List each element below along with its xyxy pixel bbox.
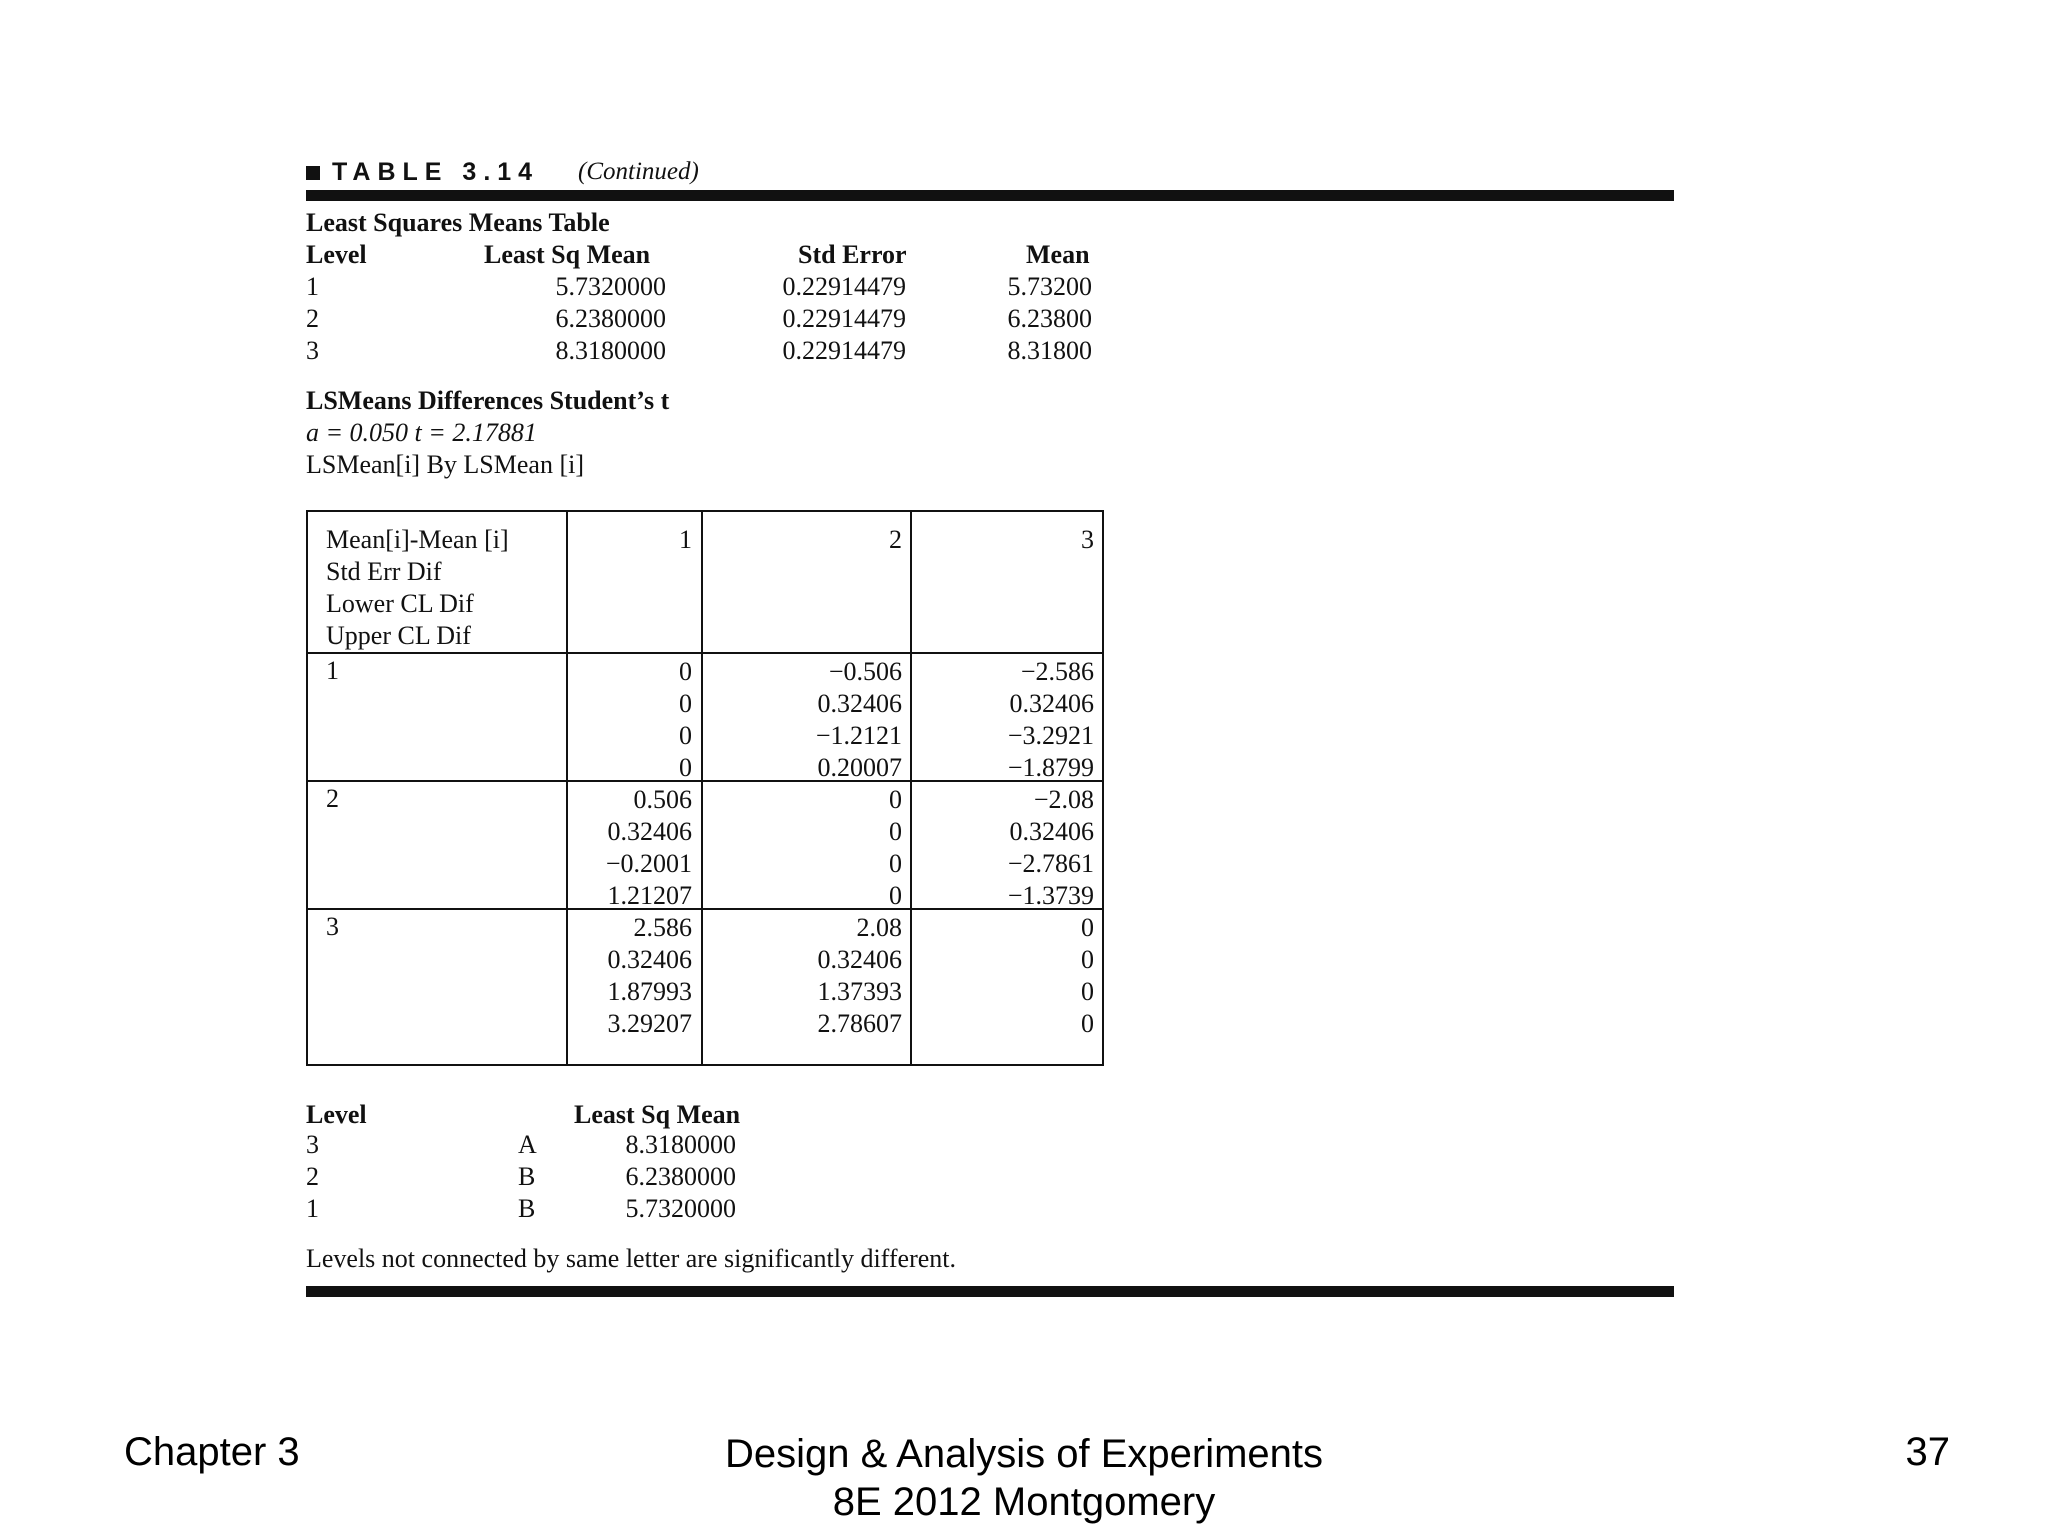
footer-title: [624, 1430, 1424, 1526]
diff-value: 0: [1081, 913, 1094, 942]
bottom-rule: [306, 1286, 1674, 1297]
letters-row-ls-mean: 8.3180000: [625, 1130, 736, 1159]
ls-row-std-error: 0.22914479: [782, 272, 906, 301]
corner-label: Std Err Dif: [326, 557, 442, 586]
ls-means-title: Least Squares Means Table: [306, 208, 610, 237]
diff-col-header: 1: [679, 525, 692, 554]
diff-value: 3.29207: [607, 1009, 692, 1038]
col-divider: [910, 512, 912, 1064]
diff-cell: [712, 656, 902, 784]
letters-col-ls-mean: Least Sq Mean: [574, 1100, 741, 1129]
diff-value: 0: [889, 881, 902, 910]
diff-cell: [712, 912, 902, 1040]
diff-value: 0: [889, 785, 902, 814]
letters-row-letter: B: [518, 1162, 536, 1191]
by-line: LSMean[i] By LSMean [i]: [306, 450, 585, 479]
diff-value: 0: [1081, 1009, 1094, 1038]
diff-value: −3.2921: [1007, 721, 1094, 750]
ls-row-ls-mean: 6.2380000: [555, 304, 666, 333]
footer-title-line1: Design & Analysis of Experiments: [724, 1432, 1324, 1476]
footer-chapter: Chapter 3: [124, 1430, 300, 1474]
diff-value: 0.506: [633, 785, 692, 814]
corner-label: Mean[i]-Mean [i]: [326, 525, 509, 554]
ls-row-std-error: 0.22914479: [782, 336, 906, 365]
bullet-square-icon: [306, 166, 320, 180]
ls-row-mean: 6.23800: [1007, 304, 1092, 333]
table-continued: (Continued): [578, 158, 699, 185]
diff-value: 2.78607: [817, 1009, 902, 1038]
diff-value: 1.87993: [607, 977, 692, 1006]
diff-value: 0: [1081, 977, 1094, 1006]
top-rule: [306, 190, 1674, 201]
diff-value: 0: [679, 721, 692, 750]
diff-value: −1.2121: [815, 721, 902, 750]
letters-note: Levels not connected by same letter are significantly different.: [306, 1244, 956, 1273]
ls-row-ls-mean: 8.3180000: [555, 336, 666, 365]
diff-value: 2.586: [633, 913, 692, 942]
corner-label: Upper CL Dif: [326, 621, 471, 650]
diff-value: 0: [1081, 945, 1094, 974]
alpha-line: a = 0.050 t = 2.17881: [306, 418, 537, 447]
col-header-std-error: Std Error: [798, 240, 907, 269]
diff-value: 0.32406: [1009, 817, 1094, 846]
col-divider: [566, 512, 568, 1064]
diff-value: 0: [679, 753, 692, 782]
diff-value: −2.08: [1033, 785, 1094, 814]
diff-value: −0.506: [828, 657, 902, 686]
diff-value: −2.586: [1020, 657, 1094, 686]
diff-row-label: 2: [326, 784, 339, 813]
diff-value: 0: [889, 849, 902, 878]
col-divider: [701, 512, 703, 1064]
letters-col-level: Level: [306, 1100, 367, 1129]
letters-row-letter: A: [518, 1130, 537, 1159]
diff-row-label: 1: [326, 656, 339, 685]
ls-row-mean: 5.73200: [1007, 272, 1092, 301]
letters-row-level: 2: [306, 1162, 319, 1191]
diff-col-header: 3: [1081, 525, 1094, 554]
diff-value: 0.32406: [607, 945, 692, 974]
corner-labels: [326, 524, 509, 652]
diff-cell: [920, 784, 1094, 912]
letters-row-level: 1: [306, 1194, 319, 1223]
diff-value: 0: [679, 689, 692, 718]
corner-label: Lower CL Dif: [326, 589, 474, 618]
diff-value: 0: [679, 657, 692, 686]
row-divider: [308, 652, 1102, 654]
diff-value: 1.21207: [607, 881, 692, 910]
diff-value: 1.37393: [817, 977, 902, 1006]
diff-cell: [576, 784, 692, 912]
ls-row-mean: 8.31800: [1007, 336, 1092, 365]
letters-row-level: 3: [306, 1130, 319, 1159]
lsmeans-diff-title: LSMeans Differences Student’s t: [306, 386, 670, 415]
diff-cell: [576, 656, 692, 784]
letters-row-letter: B: [518, 1194, 536, 1223]
ls-row-ls-mean: 5.7320000: [555, 272, 666, 301]
ls-row-level: 3: [306, 336, 319, 365]
diff-value: 0.32406: [817, 689, 902, 718]
ls-row-level: 1: [306, 272, 319, 301]
col-header-ls-mean: Least Sq Mean: [484, 240, 651, 269]
diff-value: −1.3739: [1007, 881, 1094, 910]
table-label: TABLE 3.14: [332, 158, 540, 186]
letters-row-ls-mean: 6.2380000: [625, 1162, 736, 1191]
diff-cell: [920, 656, 1094, 784]
diff-value: 0.32406: [817, 945, 902, 974]
diff-value: 0.32406: [607, 817, 692, 846]
col-header-level: Level: [306, 240, 367, 269]
diff-value: −1.8799: [1007, 753, 1094, 782]
letters-row-ls-mean: 5.7320000: [625, 1194, 736, 1223]
diff-value: −2.7861: [1007, 849, 1094, 878]
diff-value: 0.32406: [1009, 689, 1094, 718]
diff-value: 0: [889, 817, 902, 846]
diff-cell: [576, 912, 692, 1040]
footer-title-line2: 8E 2012 Montgomery: [832, 1480, 1216, 1524]
lsmeans-diff-table: [306, 510, 1104, 1066]
diff-cell: [920, 912, 1094, 1040]
diff-col-header: 2: [889, 525, 902, 554]
footer-page-number: 37: [1905, 1430, 1950, 1474]
diff-row-label: 3: [326, 912, 339, 941]
ls-row-level: 2: [306, 304, 319, 333]
col-header-mean: Mean: [1026, 240, 1090, 269]
diff-value: 2.08: [856, 913, 902, 942]
diff-value: −0.2001: [605, 849, 692, 878]
ls-row-std-error: 0.22914479: [782, 304, 906, 333]
diff-value: 0.20007: [817, 753, 902, 782]
diff-cell: [712, 784, 902, 912]
